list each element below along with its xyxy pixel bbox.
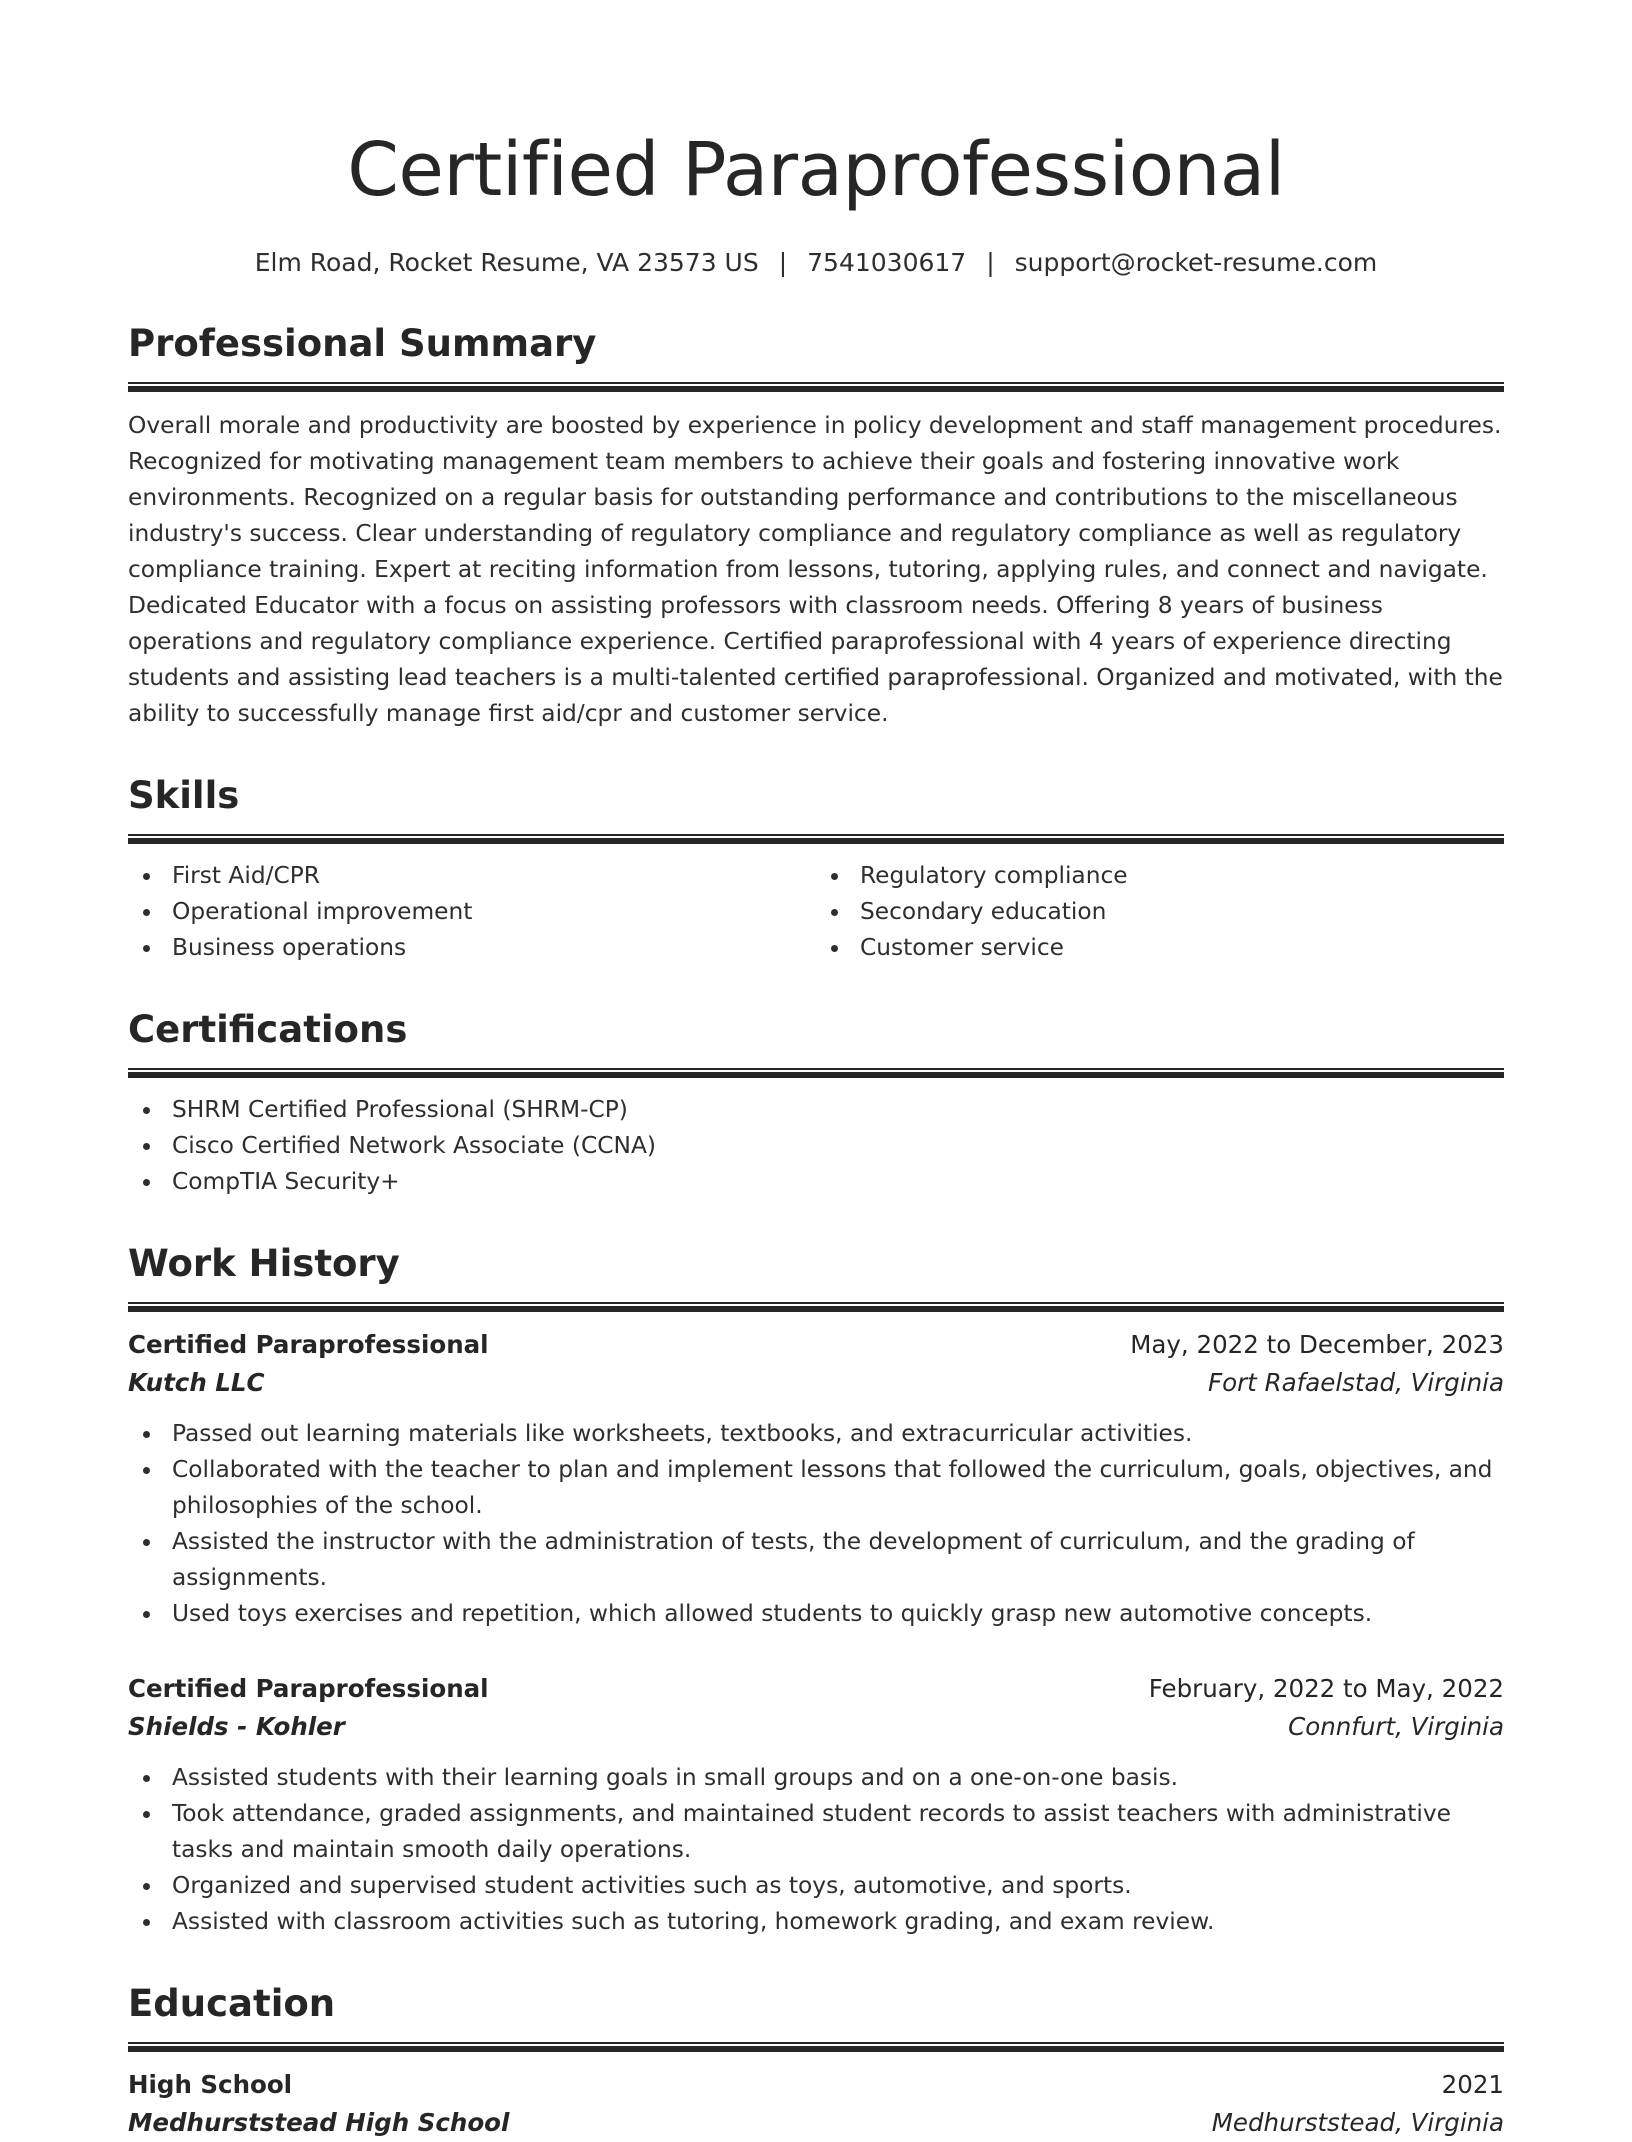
skill-item: Business operations	[128, 930, 816, 966]
skill-item: Operational improvement	[128, 894, 816, 930]
job-header-row	[128, 1670, 1504, 1708]
skill-item: First Aid/CPR	[128, 858, 816, 894]
contact-phone: 7541030617	[807, 248, 967, 277]
job-bullet: Assisted with classroom activities such as tutoring, homework grading, and exam review.	[128, 1904, 1504, 1940]
job-entry	[128, 1326, 1504, 1632]
resume-name: Certified Paraprofessional	[347, 127, 1285, 213]
section-title: Work History	[128, 1242, 400, 1285]
certification-item: SHRM Certified Professional (SHRM-CP)	[128, 1092, 1504, 1128]
job-header-row	[128, 1326, 1504, 1364]
certification-item: Cisco Certified Network Associate (CCNA)	[128, 1128, 1504, 1164]
summary-section	[128, 320, 1504, 732]
education-location: Medhurststead, Virginia	[1211, 2108, 1504, 2137]
section-divider	[128, 1302, 1504, 1312]
job-location: Connfurt, Virginia	[1288, 1712, 1504, 1741]
section-divider	[128, 2042, 1504, 2052]
skills-list-right	[816, 858, 1504, 966]
contact-email: support@rocket-resume.com	[1014, 248, 1378, 277]
job-dates: February, 2022 to May, 2022	[1148, 1674, 1504, 1703]
certification-item: CompTIA Security+	[128, 1164, 1504, 1200]
contact-separator: |	[986, 248, 995, 277]
job-bullet: Used toys exercises and repetition, which allowed students to quickly grasp new automotive concepts.	[128, 1596, 1504, 1632]
section-divider	[128, 382, 1504, 392]
section-title: Education	[128, 1982, 336, 2025]
job-title: Certified Paraprofessional	[128, 1330, 489, 1359]
job-company: Kutch LLC	[128, 1368, 265, 1397]
job-bullet: Collaborated with the teacher to plan and implement lessons that followed the curriculum, goals, objectives, and philosophies of the school.	[128, 1452, 1504, 1524]
job-company: Shields - Kohler	[128, 1712, 345, 1741]
education-section	[128, 1980, 1504, 2142]
job-bullet: Passed out learning materials like worksheets, textbooks, and extracurricular activities.	[128, 1416, 1504, 1452]
skill-item: Customer service	[816, 930, 1504, 966]
section-divider	[128, 1068, 1504, 1078]
contact-line	[128, 246, 1504, 280]
section-divider	[128, 834, 1504, 844]
section-title: Professional Summary	[128, 322, 597, 365]
section-title: Skills	[128, 774, 240, 817]
contact-separator: |	[778, 248, 788, 277]
contact-address: Elm Road, Rocket Resume, VA 23573 US	[254, 248, 759, 277]
job-subheader-row	[128, 1708, 1504, 1746]
job-dates: May, 2022 to December, 2023	[1130, 1330, 1504, 1359]
skill-item: Regulatory compliance	[816, 858, 1504, 894]
education-subheader-row	[128, 2104, 1504, 2142]
certifications-list	[128, 1092, 1504, 1200]
job-bullets	[128, 1760, 1504, 1940]
education-school: Medhurststead High School	[128, 2108, 510, 2137]
skills-section	[128, 772, 1504, 966]
certifications-section	[128, 1006, 1504, 1200]
education-year: 2021	[1441, 2070, 1504, 2099]
job-entry	[128, 1670, 1504, 1940]
education-header-row	[128, 2066, 1504, 2104]
job-bullet: Organized and supervised student activities such as toys, automotive, and sports.	[128, 1868, 1504, 1904]
skills-list-left	[128, 858, 816, 966]
section-title: Certifications	[128, 1008, 408, 1051]
education-entry	[128, 2066, 1504, 2142]
summary-text: Overall morale and productivity are boosted by experience in policy development and staff management procedures. Recognized for motivating management team members to achieve their goals and fostering innovative work environments. Recognized on a regular basis for outstanding performance and contributions to the miscellaneous industry's success. Clear understanding of regulatory compliance and regulatory compliance as well as regulatory compliance training. Expert at reciting information from lessons, tutoring, applying rules, and connect and navigate. Dedicated Educator with a focus on assisting professors with classroom needs. Offering 8 years of business operations and regulatory compliance experience. Certified paraprofessional with 4 years of experience directing students and assisting lead teachers is a multi-talented certified paraprofessional. Organized and motivated, with the ability to successfully manage first aid/cpr and customer service.	[128, 412, 1503, 727]
job-subheader-row	[128, 1364, 1504, 1402]
skills-grid	[128, 844, 1504, 966]
education-degree: High School	[128, 2070, 293, 2099]
job-bullet: Assisted students with their learning goals in small groups and on a one-on-one basis.	[128, 1760, 1504, 1796]
job-bullet: Took attendance, graded assignments, and maintained student records to assist teachers with administrative tasks and maintain smooth daily operations.	[128, 1796, 1504, 1868]
work-history-section	[128, 1240, 1504, 1940]
skill-item: Secondary education	[816, 894, 1504, 930]
job-location: Fort Rafaelstad, Virginia	[1208, 1368, 1504, 1397]
job-bullets	[128, 1416, 1504, 1632]
job-bullet: Assisted the instructor with the administration of tests, the development of curriculum, and the grading of assignments.	[128, 1524, 1504, 1596]
job-title: Certified Paraprofessional	[128, 1674, 489, 1703]
